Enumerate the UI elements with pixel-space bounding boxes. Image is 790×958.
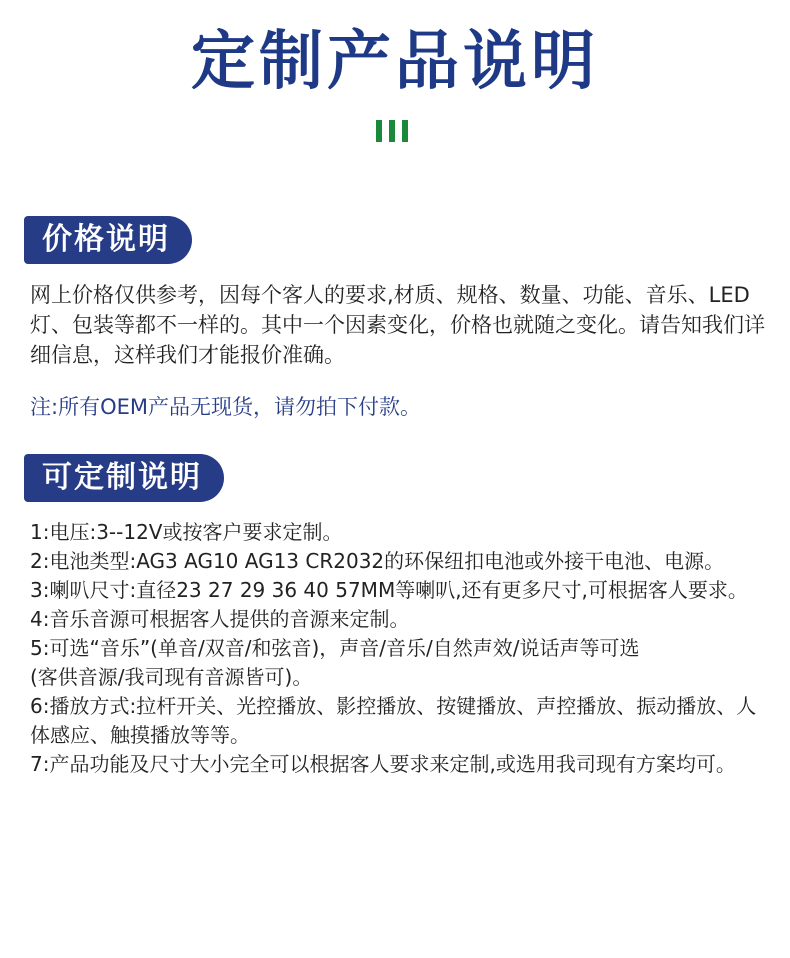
title-divider — [376, 120, 416, 142]
price-description: 网上价格仅供参考，因每个客人的要求,材质、规格、数量、功能、音乐、LED灯、包装等都不一样的。其中一个因素变化，价格也就随之变化。请告知我们详细信息，这样我们才能报价准确。 — [30, 283, 765, 367]
list-item: 4:音乐音源可根据客人提供的音源来定制。 — [30, 607, 410, 631]
list-item: 7:产品功能及尺寸大小完全可以根据客人要求来定制,或选用我司现有方案均可。 — [30, 752, 736, 776]
list-item: 3:喇叭尺寸:直径23 27 29 36 40 57MM等喇叭,还有更多尺寸,可根据客人要求。 — [30, 578, 748, 602]
divider-bar — [389, 120, 395, 142]
list-item: (客供音源/我司现有音源皆可)。 — [30, 665, 313, 689]
list-item: 6:播放方式:拉杆开关、光控播放、影控播放、按键播放、声控播放、振动播放、人体感应、触摸播放等等。 — [30, 694, 757, 747]
price-section-badge: 价格说明 — [24, 216, 192, 264]
list-item: 2:电池类型:AG3 AG10 AG13 CR2032的环保纽扣电池或外接干电池、电源。 — [30, 549, 725, 573]
divider-bar — [402, 120, 408, 142]
custom-section-badge: 可定制说明 — [24, 454, 224, 502]
page-title: 定制产品说明 — [191, 25, 599, 99]
divider-bar — [376, 120, 382, 142]
oem-note: 注:所有OEM产品无现货，请勿拍下付款。 — [30, 395, 421, 419]
custom-options-list — [30, 518, 770, 779]
list-item: 5:可选“音乐”(单音/双音/和弦音)，声音/音乐/自然声效/说话声等可选 — [30, 636, 640, 660]
list-item: 1:电压:3--12V或按客户要求定制。 — [30, 520, 343, 544]
